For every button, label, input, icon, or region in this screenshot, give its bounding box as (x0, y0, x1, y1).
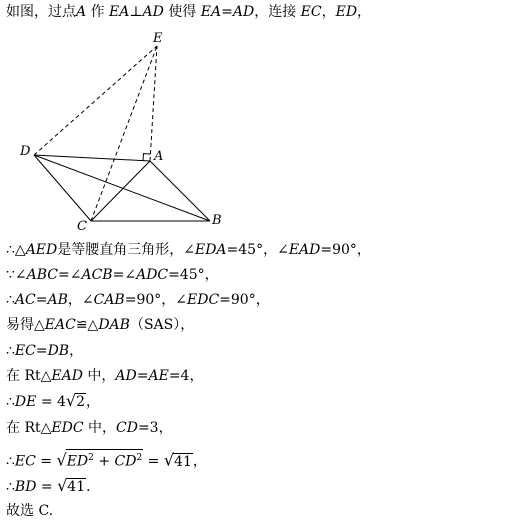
step-9-text-c: = (35, 453, 57, 470)
line-ac (91, 161, 150, 221)
step-6-text-e: =4， (168, 368, 204, 384)
step-3 (6, 291, 270, 309)
step-8-text-e: =3， (137, 420, 173, 436)
radical-sign: √ (57, 476, 68, 495)
step-10-bd: BD (14, 479, 37, 495)
step-5-text-a: ∴ (6, 343, 15, 359)
step-2-adc: ADC (136, 267, 169, 283)
intro-text-2: 作 (90, 4, 105, 20)
line-ab (150, 161, 210, 221)
equation-ea-ad: EA=AD (200, 4, 255, 20)
step-6-ad-ae: AD=AE (115, 368, 169, 384)
step-8-text-a: 在 Rt△ (6, 420, 52, 436)
step-1-text-c: 是等腰直角三角形，∠ (57, 242, 195, 258)
step-2-text-e: =∠ (112, 267, 137, 283)
step-1-ead: EAD (288, 242, 321, 258)
step-1-text-a: ∴△ (6, 242, 26, 258)
conclusion-text: 故选 C. (6, 503, 54, 519)
step-4-dab: DAB (98, 317, 130, 333)
step-3-cab: CAB (93, 292, 125, 308)
segment-ec: EC (300, 4, 322, 20)
step-8 (6, 419, 173, 437)
step-2-text-a: ∵∠ (6, 267, 27, 283)
right-angle-mark (143, 154, 151, 161)
intro-text-4: ，连接 (254, 4, 297, 20)
step-2-text-c: =∠ (58, 267, 82, 283)
segment-ea: EA (109, 4, 130, 20)
step-3-text-e: =90°，∠ (124, 292, 188, 308)
radical-sign: √ (56, 450, 67, 470)
intro-text-3: 使得 (168, 4, 197, 20)
step-1-text-e: =45°，∠ (226, 242, 289, 258)
step-6-text-a: 在 Rt△ (6, 368, 52, 384)
step-4-text-e: （SAS）， (129, 317, 195, 333)
step-4-congruent: ≌△ (75, 317, 99, 333)
step-9-result: 41 (174, 453, 192, 470)
step-3-ac-ab: AC=AB (14, 292, 68, 308)
step-9-cd: CD (114, 453, 137, 470)
step-4-eac: EAC (44, 317, 76, 333)
step-5-ec-db: EC=DB (14, 343, 70, 359)
line-db (34, 155, 210, 221)
dashed-line-ce (91, 46, 157, 221)
step-4-text-a: 易得△ (6, 317, 45, 333)
point-a-ref: A (76, 4, 87, 20)
line-da (34, 155, 150, 161)
step-10 (6, 477, 100, 496)
line-dc (34, 155, 91, 221)
step-3-text-c: ，∠ (67, 292, 94, 308)
step-6-ead: EAD (51, 368, 83, 384)
step-10-text-a: ∴ (6, 479, 15, 495)
dashed-line-ae (150, 46, 157, 161)
step-6 (6, 367, 203, 385)
step-7-text-a: ∴ (6, 394, 15, 410)
step-9-exp-2: 2 (136, 453, 143, 463)
step-1-aed: AED (25, 242, 58, 258)
segment-ed: ED (335, 4, 358, 20)
intro-text-1: 如图，过点 (6, 4, 76, 20)
step-9-plus: + (93, 453, 115, 470)
step-10-text-e: ． (86, 479, 101, 495)
intro-end: ， (357, 4, 372, 20)
step-8-text-c: 中， (88, 420, 116, 436)
step-7-text-c: = 4 (36, 394, 66, 410)
step-3-edc: EDC (187, 292, 220, 308)
step-1-eda: EDA (194, 242, 227, 258)
label-c: C (77, 219, 87, 234)
step-3-text-g: =90°， (219, 292, 270, 308)
step-9-ed: ED (66, 453, 89, 470)
step-8-edc: EDC (51, 420, 84, 436)
step-9-radicand (66, 449, 144, 470)
label-a: A (154, 149, 164, 164)
step-6-text-c: 中， (87, 368, 116, 384)
step-2-abc: ABC (26, 267, 59, 283)
step-10-text-c: = (36, 479, 58, 495)
step-7-de: DE (14, 394, 37, 410)
step-1-text-g: =90°， (320, 242, 371, 258)
step-9-exp-1: 2 (88, 453, 94, 463)
step-10-result: 41 (67, 479, 86, 495)
step-9 (6, 449, 207, 471)
step-9-text-i: ， (192, 453, 207, 470)
step-7 (6, 392, 100, 411)
step-7-radicand: 2 (76, 394, 86, 410)
step-9-text-g: = (143, 453, 164, 470)
dashed-line-de (34, 46, 157, 155)
segment-ad: AD (142, 4, 164, 20)
step-2-text-g: =45°， (168, 267, 219, 283)
step-1 (6, 241, 371, 259)
step-8-cd: CD (116, 420, 138, 436)
step-2 (6, 266, 219, 284)
label-d: D (20, 144, 31, 159)
step-5 (6, 342, 83, 360)
conclusion (6, 502, 53, 520)
step-3-text-a: ∴ (6, 292, 15, 308)
label-e: E (153, 31, 163, 46)
step-2-acb: ACB (81, 267, 113, 283)
radical-sign: √ (163, 450, 175, 470)
step-9-text-a: ∴ (6, 453, 15, 470)
step-9-ec: EC (14, 453, 36, 470)
label-b: B (212, 213, 222, 228)
intro-comma: ， (321, 4, 336, 20)
step-5-text-c: ， (69, 343, 84, 359)
step-7-text-e: ， (86, 394, 101, 410)
radical-sign: √ (65, 391, 77, 410)
step-4 (6, 316, 194, 334)
perp-symbol: ⊥ (129, 4, 143, 20)
